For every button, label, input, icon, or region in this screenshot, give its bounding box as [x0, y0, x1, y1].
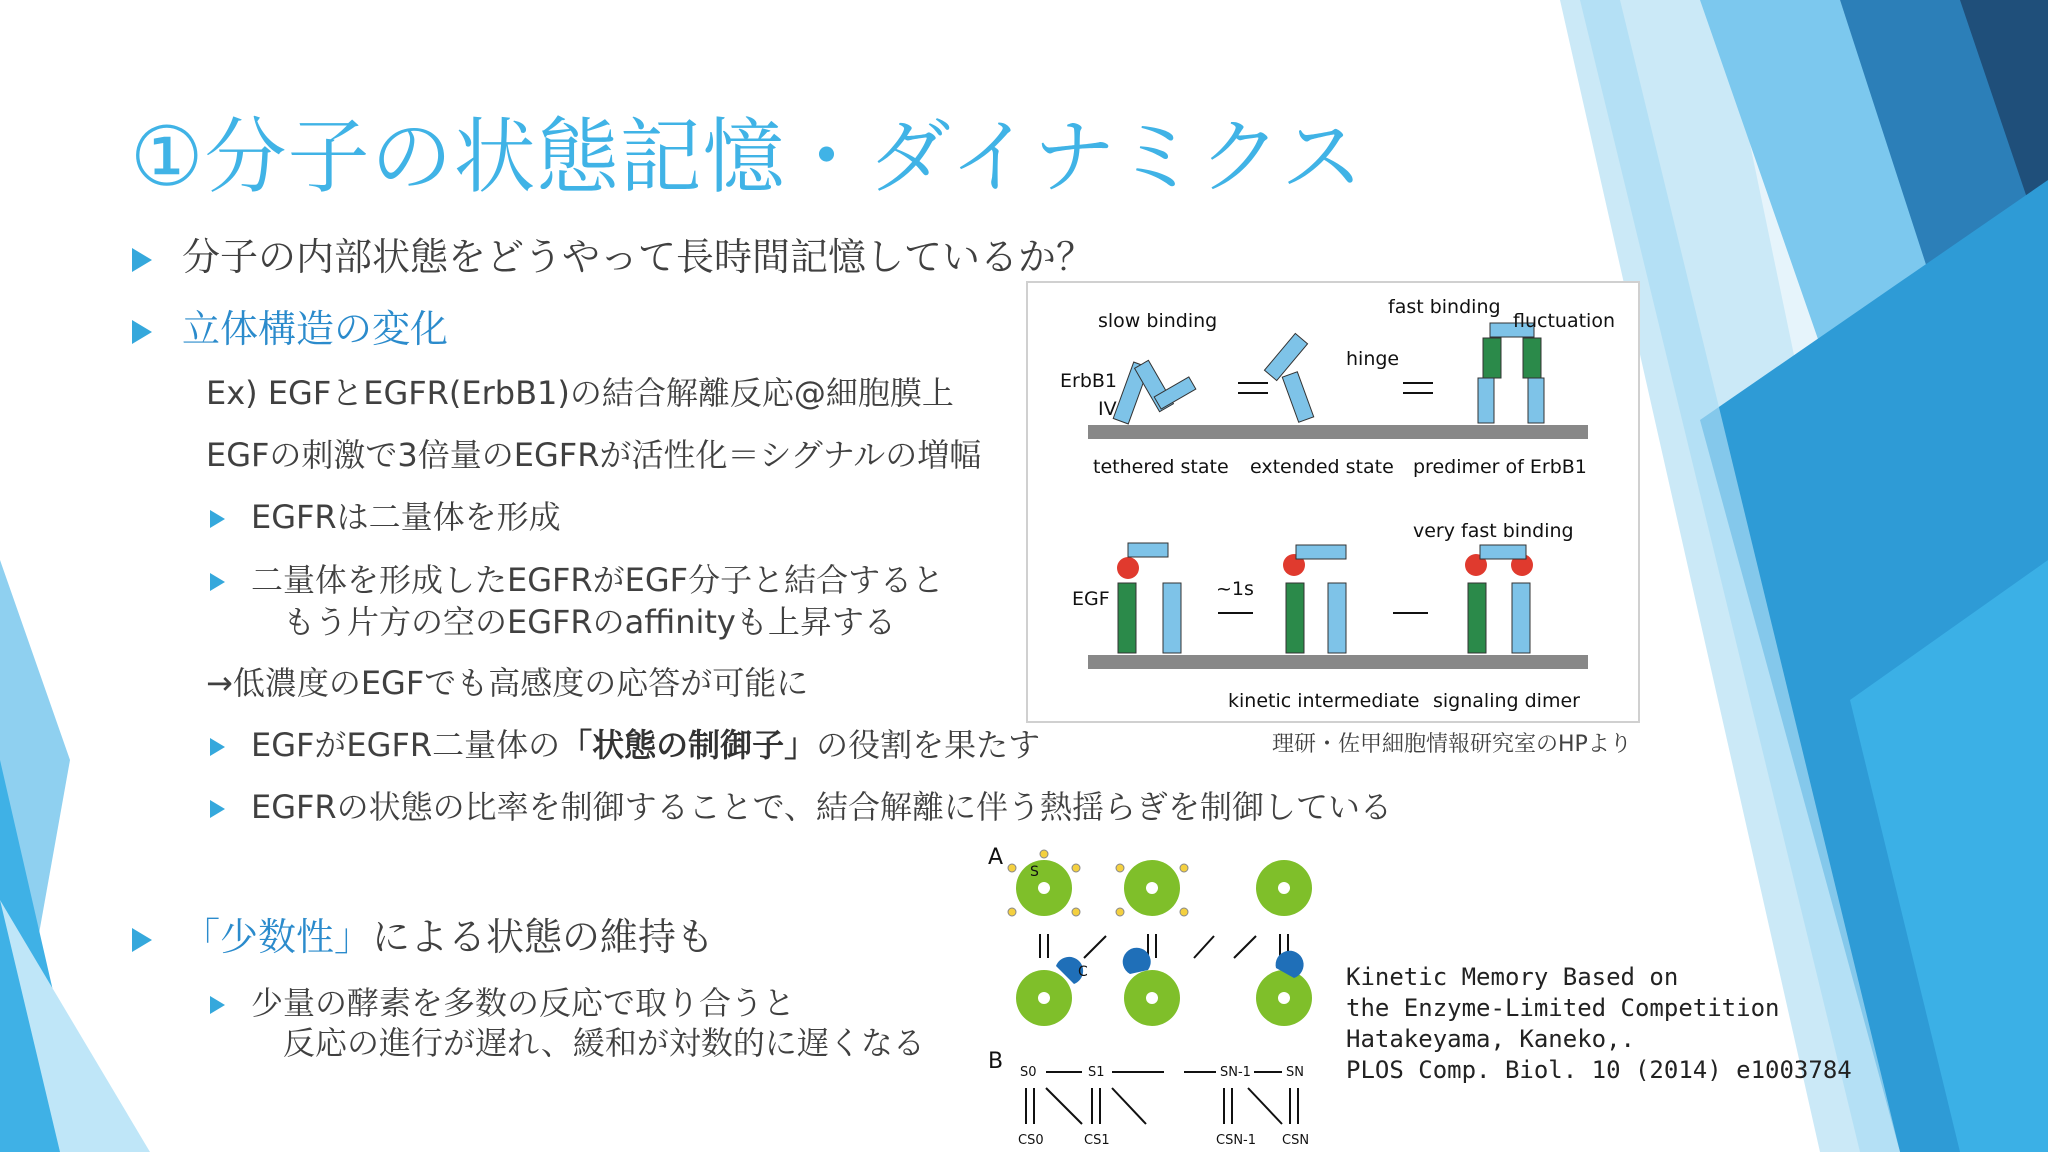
egf-bound-monomer: [1117, 543, 1181, 653]
extended-molecule: [1264, 333, 1313, 422]
svg-text:S0: S0: [1020, 1065, 1037, 1080]
reference-line: PLOS Comp. Biol. 10 (2014) e1003784: [1346, 1056, 1852, 1084]
kinetic-intermediate-molecule: [1283, 545, 1346, 653]
bullet-small-number: 「少数性」による状態の維持も: [132, 906, 714, 961]
transition-arrows: [1040, 934, 1288, 958]
text-egf-example: Ex) EGFとEGFR(ErbB1)の結合解離反応@細胞膜上: [206, 374, 954, 412]
label-kinetic-intermediate: kinetic intermediate: [1228, 690, 1420, 712]
bullet-affinity-increase: 二量体を形成したEGFRがEGF分子と結合すると: [210, 555, 944, 601]
svg-text:SN: SN: [1286, 1065, 1304, 1080]
bullet-arrow-icon: [132, 928, 152, 952]
bullet-state-controller: EGFがEGFR二量体の「状態の制御子」の役割を果たす: [210, 720, 1040, 766]
svg-text:CSN: CSN: [1282, 1133, 1310, 1148]
bullet-arrow-icon: [132, 248, 152, 272]
label-fast-binding: fast binding: [1388, 296, 1501, 318]
label-substrate: S: [1030, 864, 1039, 880]
label-iv: IV: [1098, 398, 1117, 420]
equilibrium-arrows-top: [1238, 383, 1433, 393]
label-very-fast-binding: very fast binding: [1413, 520, 1574, 542]
label-fluctuation: fluctuation: [1513, 310, 1615, 332]
bullet-structure-change: 立体構造の変化: [132, 298, 448, 353]
bullet-arrow-icon: [210, 800, 225, 818]
label-predimer: predimer of ErbB1: [1413, 456, 1587, 478]
label-extended-state: extended state: [1250, 456, 1394, 478]
text-signal-amplification: EGFの刺激で3倍量のEGFRが活性化＝シグナルの増幅: [206, 436, 982, 474]
svg-text:CS0: CS0: [1018, 1133, 1044, 1148]
reference-line: the Enzyme-Limited Competition: [1346, 994, 1780, 1022]
reference-citation: [1346, 962, 1852, 1086]
label-slow-binding: slow binding: [1098, 310, 1218, 332]
label-hinge: hinge: [1346, 348, 1400, 370]
label-one-second: ~1s: [1216, 578, 1254, 600]
label-tethered-state: tethered state: [1093, 456, 1229, 478]
bullet-enzyme-competition: 少量の酵素を多数の反応で取り合うと: [210, 978, 795, 1024]
tethered-molecule: [1113, 360, 1196, 424]
svg-text:S1: S1: [1088, 1065, 1105, 1080]
label-egf: EGF: [1072, 588, 1110, 610]
predimer-molecule: [1478, 323, 1544, 423]
label-signaling-dimer: signaling dimer: [1433, 690, 1580, 712]
kinetic-memory-figure: [984, 842, 1324, 1152]
label-panel-b: B: [988, 1049, 1004, 1074]
figure-credit: 理研・佐甲細胞情報研究室のHPより: [1272, 732, 1632, 757]
slide-title: ①分子の状態記憶・ダイナミクス: [130, 110, 1365, 205]
membrane-bottom: [1088, 655, 1588, 669]
bullet-arrow-icon: [210, 996, 225, 1014]
text-affinity-line2: もう片方の空のEGFRのaffinityも上昇する: [283, 603, 896, 641]
svg-text:CS1: CS1: [1084, 1133, 1110, 1148]
membrane-top: [1088, 425, 1588, 439]
bullet-arrow-icon: [132, 320, 152, 344]
text-high-sensitivity: →低濃度のEGFでも高感度の応答が可能に: [206, 664, 809, 702]
text-log-relaxation: 反応の進行が遅れ、緩和が対数的に遅くなる: [283, 1024, 925, 1062]
bullet-arrow-icon: [210, 738, 225, 756]
bullet-long-term-memory: 分子の内部状態をどうやって長時間記憶しているか？: [132, 226, 1094, 281]
label-complex: C: [1078, 964, 1088, 980]
bullet-thermal-fluctuation: EGFRの状態の比率を制御することで、結合解離に伴う熱揺らぎを制御している: [210, 782, 1392, 828]
egfr-state-figure: [1026, 281, 1640, 723]
bullet-arrow-icon: [210, 510, 225, 528]
signaling-dimer-molecule: [1465, 545, 1533, 653]
reference-line: Kinetic Memory Based on: [1346, 963, 1679, 991]
label-erbb1: ErbB1: [1060, 370, 1117, 392]
bullet-arrow-icon: [210, 573, 225, 591]
substrate-row-top: [1016, 860, 1312, 916]
complex-row: [1016, 948, 1312, 1026]
reference-line: Hatakeyama, Kaneko,.: [1346, 1025, 1635, 1053]
bullet-dimer-formation: EGFRは二量体を形成: [210, 492, 561, 538]
svg-text:SN-1: SN-1: [1220, 1065, 1251, 1080]
scheme-b-arrows: [1026, 1072, 1298, 1124]
label-panel-a: A: [988, 845, 1004, 870]
svg-text:CSN-1: CSN-1: [1216, 1133, 1257, 1148]
